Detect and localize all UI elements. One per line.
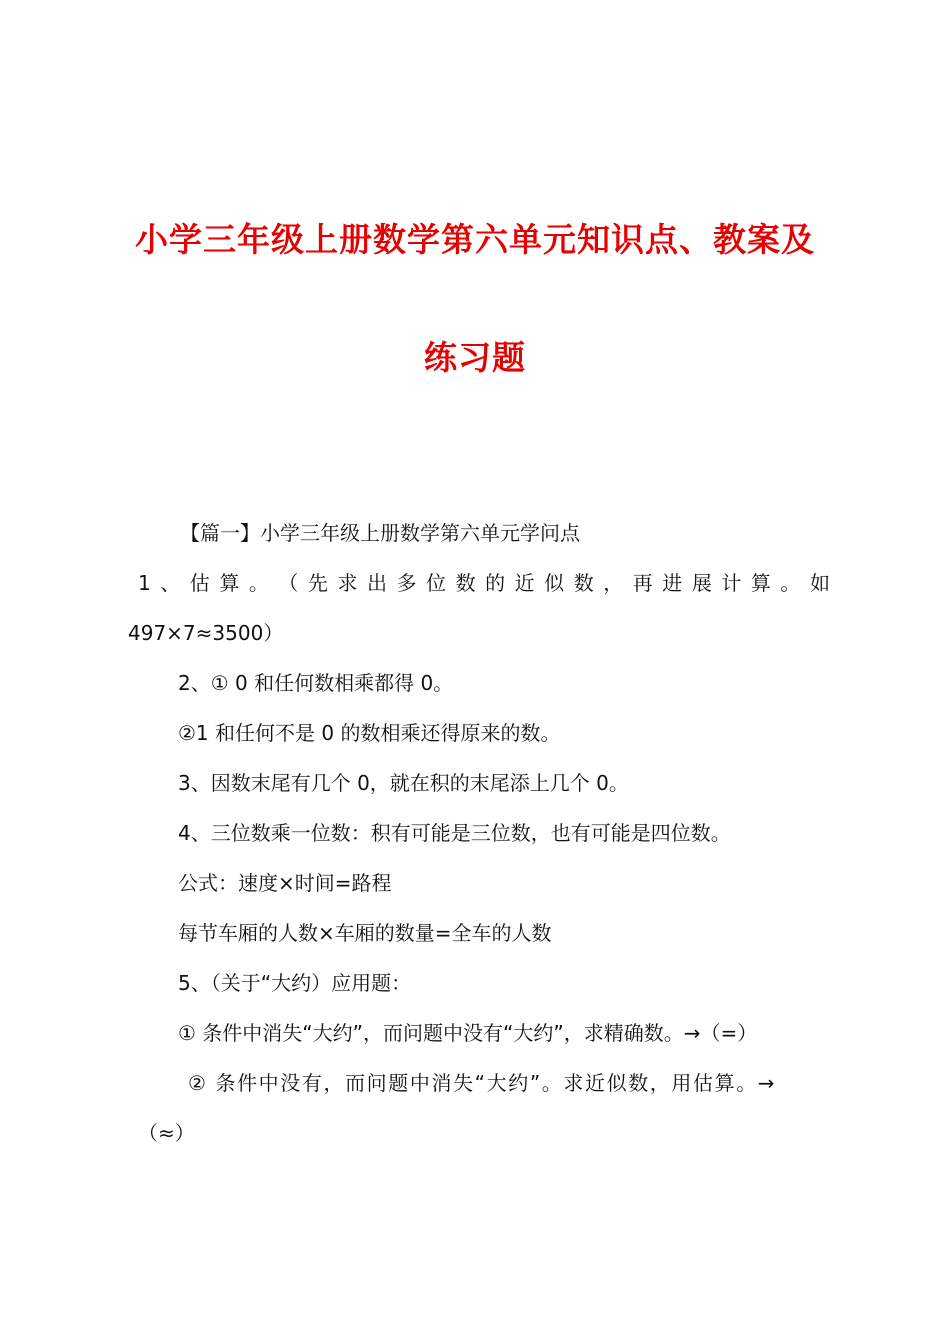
paragraph-6-case-1: ① 条件中消失“大约”，而问题中没有“大约”，求精确数。→（=）	[178, 1021, 758, 1045]
paragraph-1-char: 多	[396, 571, 417, 595]
paragraph-1-char: 数	[573, 571, 594, 595]
paragraph-1-char: 计	[721, 571, 742, 595]
paragraph-1-char: 。	[780, 571, 801, 595]
paragraph-2: 2、① 0 和任何数相乘都得 0。	[178, 671, 454, 695]
paragraph-1-char: 出	[366, 571, 387, 595]
paragraph-1-char: 估	[189, 571, 210, 595]
paragraph-1-char: 、	[160, 571, 181, 595]
paragraph-1-char: 如	[809, 571, 830, 595]
document-title-line-1: 小学三年级上册数学第六单元知识点、教案及	[135, 220, 815, 259]
paragraph-1-char: 再	[632, 571, 653, 595]
paragraph-1-char: 。	[248, 571, 269, 595]
paragraph-5: 4、三位数乘一位数：积有可能是三位数，也有可能是四位数。	[178, 821, 731, 845]
paragraph-4: 3、因数末尾有几个 0，就在积的末尾添上几个 0。	[178, 771, 629, 795]
paragraph-1-char: 展	[691, 571, 712, 595]
paragraph-1-char: 先	[307, 571, 328, 595]
paragraph-1-char: 算	[219, 571, 240, 595]
paragraph-1-line-2: 497×7≈3500）	[128, 621, 284, 645]
paragraph-6-case-2-line-1: ② 条件中没有，而问题中消失“大约”。求近似数，用估算。→	[188, 1071, 777, 1095]
paragraph-1-line-1	[138, 568, 830, 598]
paragraph-1-char: 数	[455, 571, 476, 595]
formula-carriage: 每节车厢的人数×车厢的数量=全车的人数	[178, 921, 552, 945]
paragraph-1-char: 似	[544, 571, 565, 595]
section-heading: 【篇一】小学三年级上册数学第六单元学问点	[180, 521, 580, 545]
paragraph-6-heading: 5、（关于“大约）应用题：	[178, 971, 412, 995]
paragraph-3: ②1 和任何不是 0 的数相乘还得原来的数。	[178, 721, 561, 745]
paragraph-1-char: ，	[603, 571, 624, 595]
paragraph-1-char: 近	[514, 571, 535, 595]
paragraph-1-char: 求	[337, 571, 358, 595]
paragraph-1-char: 算	[750, 571, 771, 595]
paragraph-1-char: 1	[138, 571, 151, 595]
paragraph-1-char: 的	[485, 571, 506, 595]
paragraph-1-char: 位	[426, 571, 447, 595]
formula-speed: 公式：速度×时间=路程	[178, 871, 392, 895]
paragraph-1-char: （	[278, 571, 299, 595]
paragraph-6-case-2-line-2: （≈）	[138, 1121, 195, 1145]
paragraph-1-char: 进	[662, 571, 683, 595]
document-title-line-2: 练习题	[424, 338, 526, 377]
